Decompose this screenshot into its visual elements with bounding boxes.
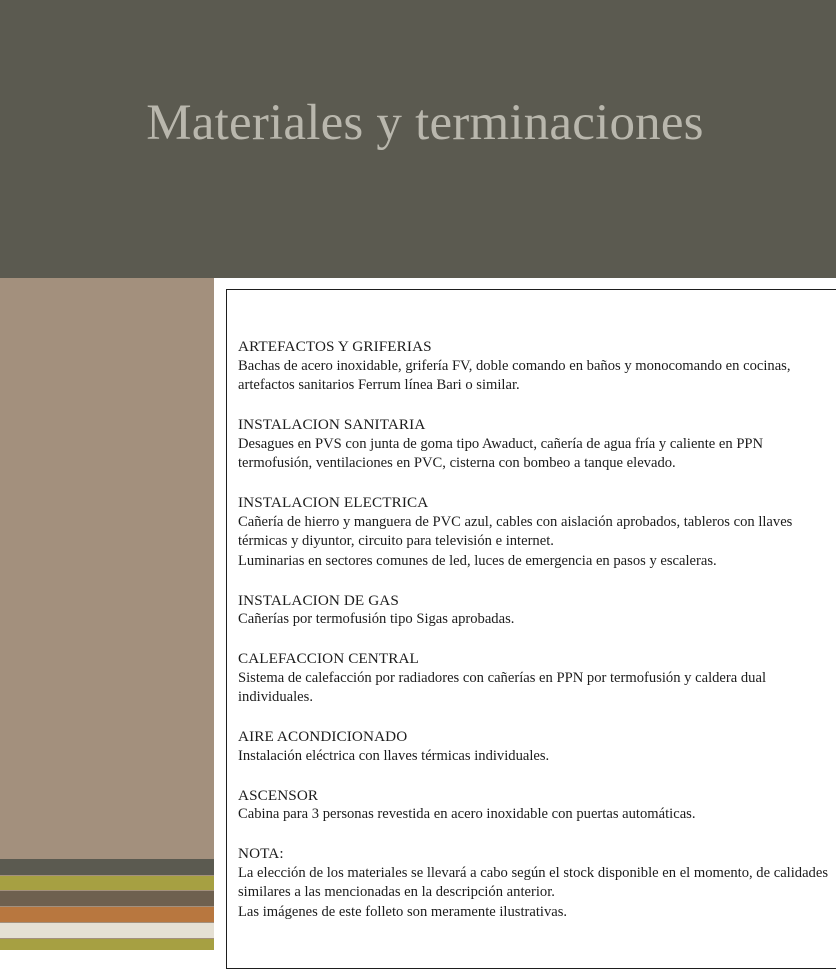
section-text: Las imágenes de este folleto son meramente ilustrativas. xyxy=(238,903,568,920)
section-title: INSTALACION ELECTRICA xyxy=(238,494,429,511)
decorative-stripe xyxy=(0,859,214,875)
section-aire xyxy=(238,727,834,766)
section-title: INSTALACION SANITARIA xyxy=(238,416,426,433)
section-gas xyxy=(238,591,834,630)
decorative-stripe xyxy=(0,907,214,922)
section-sanitaria xyxy=(238,415,834,474)
section-body xyxy=(238,669,834,708)
section-title: ASCENSOR xyxy=(238,786,319,804)
section-title: CALEFACCION CENTRAL xyxy=(238,650,419,667)
section-body xyxy=(238,357,834,396)
section-text: Desagues en PVS con junta de goma tipo Awaduct, cañería de agua fría y caliente en PPN termofusión, ventilaciones en PVC, cisterna con bombeo a tanque elevado. xyxy=(238,435,764,471)
section-text: Cañería de hierro y manguera de PVC azul, cables con aislación aprobados, tableros con llaves térmicas y diyuntor, circuito para televisión e internet. xyxy=(238,513,793,549)
section-ascensor xyxy=(238,786,834,825)
section-body xyxy=(238,747,834,767)
page-title: Materiales y terminaciones xyxy=(146,95,704,151)
section-text: Luminarias en sectores comunes de led, luces de emergencia en pasos y escaleras. xyxy=(238,552,717,569)
decorative-stripe xyxy=(0,939,214,950)
section-nota xyxy=(238,844,834,922)
section-title: INSTALACION DE GAS xyxy=(238,591,399,609)
section-body xyxy=(238,805,834,825)
decorative-stripe xyxy=(0,923,214,938)
section-text: Sistema de calefacción por radiadores con cañerías en PPN por termofusión y caldera dual individuales. xyxy=(238,669,767,705)
section-text: Cañerías por termofusión tipo Sigas aprobadas. xyxy=(238,611,515,627)
section-title: NOTA: xyxy=(238,845,284,862)
sidebar-panel xyxy=(0,278,214,950)
section-text: La elección de los materiales se llevará a cabo según el stock disponible en el momento, de calidades similares a las mencionadas en la descripción anterior. xyxy=(238,864,829,900)
section-text: Cabina para 3 personas revestida en acero inoxidable con puertas automáticas. xyxy=(238,806,696,822)
decorative-stripe xyxy=(0,876,214,890)
section-artefactos xyxy=(238,337,834,396)
decorative-stripe xyxy=(0,891,214,906)
section-body xyxy=(238,864,834,923)
section-title: AIRE ACONDICIONADO xyxy=(238,728,408,745)
header-banner xyxy=(0,0,836,278)
section-body xyxy=(238,435,834,474)
section-text: Bachas de acero inoxidable, grifería FV, doble comando en baños y monocomando en cocinas, artefactos sanitarios Ferrum línea Bari o similar. xyxy=(238,357,791,393)
section-electrica xyxy=(238,493,834,571)
materials-list xyxy=(238,337,834,942)
section-body xyxy=(238,610,834,630)
section-body xyxy=(238,513,834,572)
section-text: Instalación eléctrica con llaves térmicas individuales. xyxy=(238,747,550,764)
section-calefaccion xyxy=(238,649,834,708)
section-title: ARTEFACTOS Y GRIFERIAS xyxy=(238,338,432,355)
